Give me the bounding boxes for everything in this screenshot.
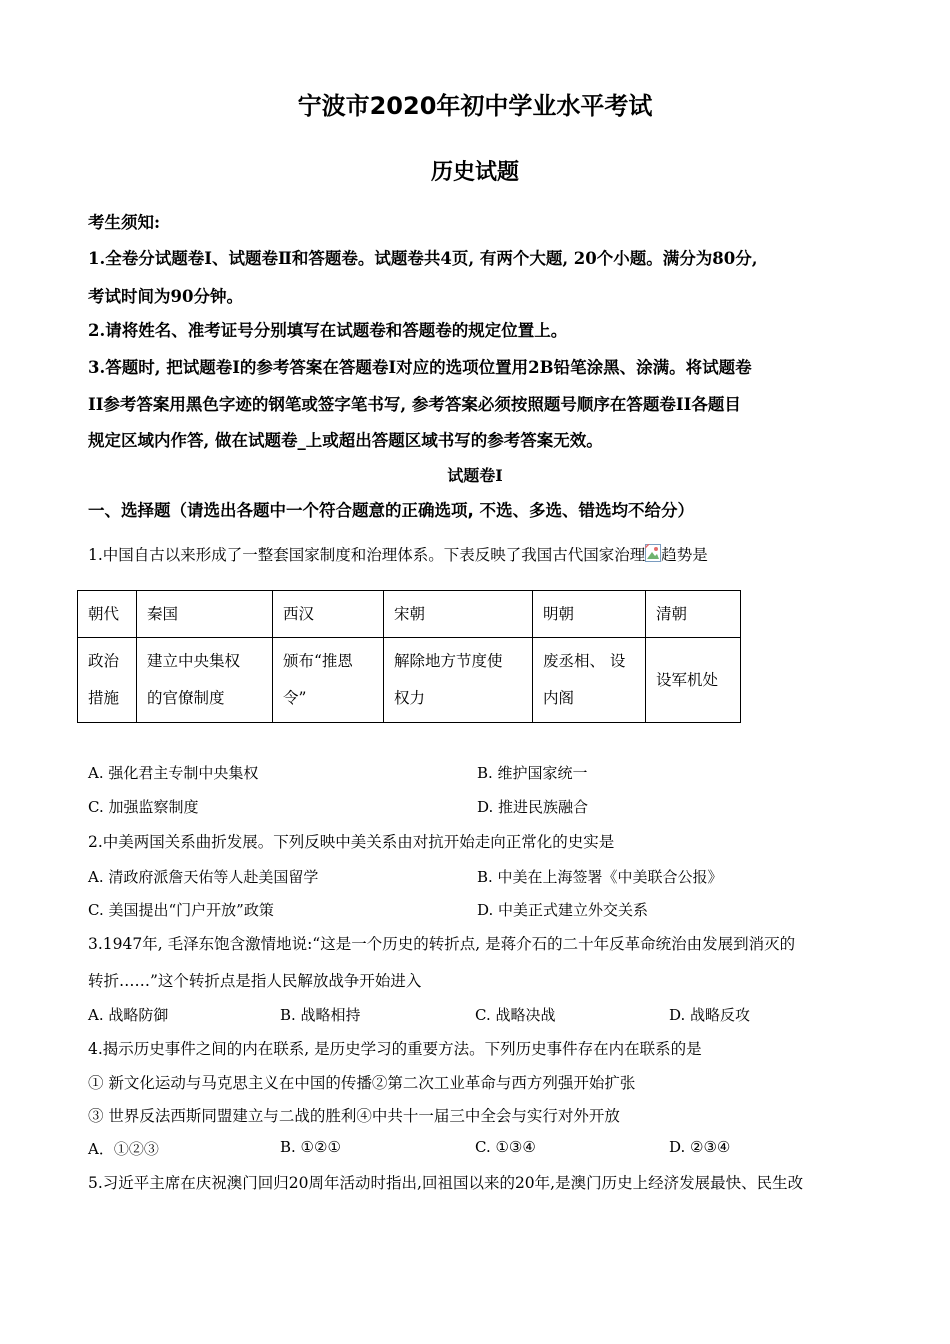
table-cell: 朝代	[78, 591, 137, 638]
question-1-option-b[interactable]: B. 维护国家统一	[477, 764, 588, 782]
table-cell	[137, 638, 273, 723]
notice-line: II参考答案用黑色字迹的钢笔或签字笔书写, 参考答案必须按照题号顺序在答题卷II各题目	[88, 395, 741, 414]
cell-line: 内阁	[543, 689, 575, 707]
question-4-option-c[interactable]: C. ①③④	[475, 1138, 536, 1156]
notice-line: 考试时间为90分钟。	[88, 287, 243, 306]
table-header-row	[78, 591, 741, 638]
cell-line: 政治	[88, 652, 120, 670]
question-3-option-b[interactable]: B. 战略相持	[280, 1006, 361, 1024]
table-cell	[273, 638, 384, 723]
question-2-option-a[interactable]: A. 清政府派詹天佑等人赴美国留学	[88, 868, 319, 886]
notice-line: 规定区域内作答, 做在试题卷_上或超出答题区域书写的参考答案无效。	[88, 431, 603, 450]
table-cell: 明朝	[533, 591, 646, 638]
section-title: 一、选择题（请选出各题中一个符合题意的正确选项, 不选、多选、错选均不给分）	[88, 501, 695, 520]
volume-title: 试题卷I	[447, 466, 503, 485]
table-cell: 西汉	[273, 591, 384, 638]
notice-heading: 考生须知:	[88, 213, 161, 232]
question-4-option-a[interactable]: A．①②③	[88, 1140, 159, 1158]
cell-line: 令”	[283, 689, 307, 707]
table-cell: 秦国	[137, 591, 273, 638]
cell-line: 权力	[394, 689, 426, 707]
cell-line: 解除地方节度使	[394, 652, 503, 670]
cell-line: 措施	[88, 689, 120, 707]
table-cell	[384, 638, 533, 723]
broken-image-icon	[645, 544, 661, 562]
notice-line: 1.全卷分试题卷I、试题卷Ⅱ和答题卷。试题卷共4页, 有两个大题, 20个小题。满分为80分,	[88, 249, 758, 268]
exam-title: 宁波市2020年初中学业水平考试	[297, 92, 653, 120]
question-3-option-a[interactable]: A. 战略防御	[88, 1006, 169, 1024]
question-1-option-c[interactable]: C. 加强监察制度	[88, 798, 199, 816]
question-3-stem-line: 3.1947年, 毛泽东饱含激情地说:“这是一个历史的转折点, 是蒋介石的二十年反革命统治由发展到消灭的	[88, 935, 796, 953]
question-3-option-d[interactable]: D. 战略反攻	[669, 1006, 751, 1024]
question-1-option-a[interactable]: A. 强化君主专制中央集权	[88, 764, 259, 782]
question-3-stem-line: 转折……”这个转折点是指人民解放战争开始进入	[88, 972, 422, 990]
question-1-stem-tail: 趋势是	[661, 546, 708, 564]
table-cell	[78, 638, 137, 723]
question-2-stem: 2.中美两国关系曲折发展。下列反映中美关系由对抗开始走向正常化的史实是	[88, 833, 615, 851]
question-3-option-c[interactable]: C. 战略决战	[475, 1006, 556, 1024]
question-4-stem: 4.揭示历史事件之间的内在联系, 是历史学习的重要方法。下列历史事件存在内在联系的是	[88, 1040, 702, 1058]
cell-line: 设军机处	[656, 670, 719, 689]
question-2-option-d[interactable]: D. 中美正式建立外交关系	[477, 901, 649, 919]
question-1-stem-text: 1.中国自古以来形成了一整套国家制度和治理体系。下表反映了我国古代国家治理	[88, 546, 646, 564]
cell-line: 的官僚制度	[147, 689, 225, 707]
question-2-option-b[interactable]: B. 中美在上海签署《中美联合公报》	[477, 868, 723, 886]
question-4-item: ③ 世界反法西斯同盟建立与二战的胜利④中共十一届三中全会与实行对外开放	[88, 1107, 620, 1125]
table-cell	[646, 638, 741, 723]
question-4-item: ① 新文化运动与马克思主义在中国的传播②第二次工业革命与西方列强开始扩张	[88, 1074, 636, 1092]
question-1-option-d[interactable]: D. 推进民族融合	[477, 798, 589, 816]
table-cell: 清朝	[646, 591, 741, 638]
cell-line: 废丞相、 设	[543, 652, 626, 670]
notice-line: 2.请将姓名、准考证号分别填写在试题卷和答题卷的规定位置上。	[88, 321, 568, 340]
cell-line: 颁布“推恩	[283, 652, 353, 670]
table-cell: 宋朝	[384, 591, 533, 638]
question-5-stem: 5.习近平主席在庆祝澳门回归20周年活动时指出,回祖国以来的20年,是澳门历史上经济发展最快、民生改	[88, 1174, 804, 1192]
question-4-option-d[interactable]: D. ②③④	[669, 1138, 731, 1156]
table-row	[78, 638, 741, 723]
table-cell	[533, 638, 646, 723]
question-4-option-b[interactable]: B. ①②①	[280, 1138, 341, 1156]
question-1-stem	[88, 543, 708, 565]
question-1-table	[77, 590, 741, 723]
question-2-option-c[interactable]: C. 美国提出“门户开放”政策	[88, 901, 274, 919]
exam-subtitle: 历史试题	[430, 159, 519, 185]
notice-line: 3.答题时, 把试题卷I的参考答案在答题卷I对应的选项位置用2B铅笔涂黑、涂满。将试题卷	[88, 358, 752, 377]
cell-line: 建立中央集权	[147, 652, 241, 670]
